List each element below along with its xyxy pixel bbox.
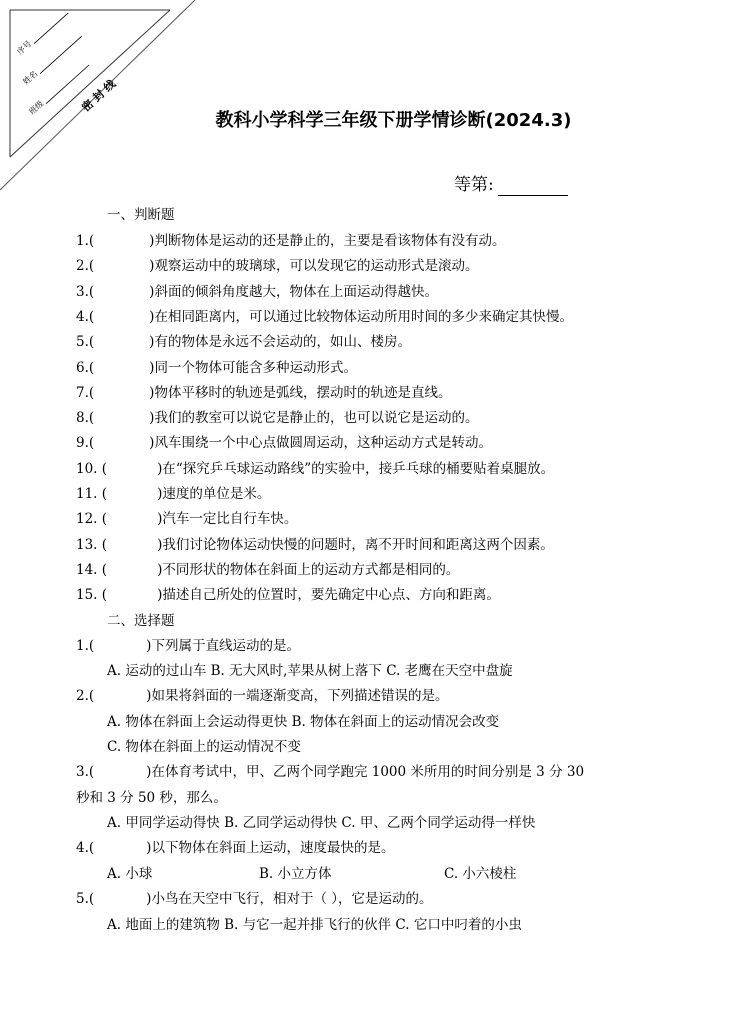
s2-question-5: 5.( )小鸟在天空中飞行，相对于（ ），它是运动的。	[76, 891, 433, 907]
question-text: 以下物体在斜面上运动，速度最快的是。	[151, 840, 395, 856]
question-text: 小鸟在天空中飞行，相对于（ ），它是运动的。	[151, 891, 433, 907]
s2-question-3: 3.( )在体育考试中，甲、乙两个同学跑完 1000 米所用的时间分别是 3 分 30	[76, 764, 585, 780]
question-text: 在体育考试中，甲、乙两个同学跑完 1000 米所用的时间分别是 3 分 30	[151, 764, 585, 780]
section1-heading: 一、判断题	[107, 207, 175, 223]
s2-q2-options-2: C. 物体在斜面上的运动情况不变	[107, 739, 301, 755]
question-text: 我们讨论物体运动快慢的问题时，离不开时间和距离这两个因素。	[162, 536, 554, 553]
question-number: 7.	[76, 384, 89, 401]
question-number: 14.	[76, 561, 98, 578]
corner-label-xuhao: 序号	[15, 39, 34, 57]
judge-item: 13. ( )我们讨论物体运动快慢的问题时，离不开时间和距离这两个因素。	[76, 536, 554, 553]
question-text: 如果将斜面的一端逐渐变高，下列描述错误的是。	[151, 688, 449, 704]
grade-label: 等第:	[454, 175, 494, 195]
judge-item: 6.( )同一个物体可能含多种运动形式。	[76, 359, 357, 376]
page-title: 教科小学科学三年级下册学情诊断(2024.3)	[215, 110, 572, 131]
corner-label-banji: 班级	[27, 99, 46, 117]
s2-question-4: 4.( )以下物体在斜面上运动，速度最快的是。	[76, 840, 395, 856]
question-number: 4.	[76, 840, 89, 856]
corner-label-xingming: 姓名	[21, 69, 40, 87]
s2-q5-options: A. 地面上的建筑物 B. 与它一起并排飞行的伙伴 C. 它口中叼着的小虫	[107, 917, 522, 933]
judge-item: 11. ( )速度的单位是米。	[76, 486, 271, 502]
question-text: 不同形状的物体在斜面上的运动方式都是相同的。	[162, 561, 460, 578]
question-number: 10.	[76, 460, 98, 477]
judge-item: 3.( )斜面的倾斜角度越大，物体在上面运动得越快。	[76, 283, 438, 300]
judge-item: 7.( )物体平移时的轨迹是弧线，摆动时的轨迹是直线。	[76, 384, 452, 401]
judge-item: 10. ( )在“探究乒乓球运动路线”的实验中，接乒乓球的桶要贴着桌腿放。	[76, 460, 555, 477]
question-text: 斜面的倾斜角度越大，物体在上面运动得越快。	[154, 283, 438, 300]
question-number: 15.	[76, 587, 98, 604]
question-number: 5.	[76, 891, 89, 907]
question-text: 描述自己所处的位置时，要先确定中心点、方向和距离。	[162, 587, 500, 604]
judge-item: 5.( )有的物体是永远不会运动的，如山、楼房。	[76, 334, 411, 351]
question-number: 1.	[76, 233, 89, 249]
question-text: 有的物体是永远不会运动的，如山、楼房。	[154, 334, 411, 351]
question-number: 5.	[76, 334, 89, 351]
question-text: 物体平移时的轨迹是弧线，摆动时的轨迹是直线。	[154, 384, 452, 401]
question-text: 观察运动中的玻璃球，可以发现它的运动形式是滚动。	[154, 258, 479, 275]
question-text: 判断物体是运动的还是静止的，主要是看该物体有没有动。	[154, 233, 506, 249]
question-text: 我们的教室可以说它是静止的，也可以说它是运动的。	[154, 410, 479, 427]
question-number: 4.	[76, 308, 89, 325]
question-text: 汽车一定比自行车快。	[162, 511, 298, 528]
grade-blank[interactable]	[498, 175, 568, 196]
grade-field	[454, 170, 568, 196]
judge-item: 2.( )观察运动中的玻璃球，可以发现它的运动形式是滚动。	[76, 258, 479, 275]
s2-q4-option-b: B. 小立方体	[259, 866, 332, 882]
question-text: 风车围绕一个中心点做圆周运动，这种运动方式是转动。	[154, 435, 492, 452]
question-number: 13.	[76, 536, 98, 553]
question-number: 2.	[76, 688, 89, 704]
question-text: 在“探究乒乓球运动路线”的实验中，接乒乓球的桶要贴着桌腿放。	[162, 460, 555, 477]
question-number: 9.	[76, 435, 89, 452]
judge-item: 15. ( )描述自己所处的位置时，要先确定中心点、方向和距离。	[76, 587, 500, 604]
question-number: 12.	[76, 511, 98, 528]
section2-heading: 二、选择题	[107, 613, 175, 629]
s2-q2-options-1: A. 物体在斜面上会运动得更快 B. 物体在斜面上的运动情况会改变	[107, 714, 500, 730]
question-number: 8.	[76, 410, 89, 427]
question-text: 在相同距离内，可以通过比较物体运动所用时间的多少来确定其快慢。	[154, 308, 573, 325]
question-number: 11.	[76, 486, 98, 502]
judge-item: 8.( )我们的教室可以说它是静止的，也可以说它是运动的。	[76, 410, 479, 427]
judge-item: 14. ( )不同形状的物体在斜面上的运动方式都是相同的。	[76, 561, 460, 578]
judge-item: 1.( )判断物体是运动的还是静止的，主要是看该物体有没有动。	[76, 233, 506, 249]
question-number: 6.	[76, 359, 89, 376]
corner-seal-text: 密 封 线	[79, 77, 119, 115]
question-text: 速度的单位是米。	[162, 486, 271, 502]
judge-item: 12. ( )汽车一定比自行车快。	[76, 511, 298, 528]
s2-q1-options: A. 运动的过山车 B. 无大风时,苹果从树上落下 C. 老鹰在天空中盘旋	[107, 663, 513, 679]
s2-question-2: 2.( )如果将斜面的一端逐渐变高，下列描述错误的是。	[76, 688, 449, 704]
s2-q3-text-cont: 秒和 3 分 50 秒，那么。	[76, 790, 227, 806]
question-number: 3.	[76, 283, 89, 300]
s2-q3-options: A. 甲同学运动得快 B. 乙同学运动得快 C. 甲、乙两个同学运动得一样快	[107, 815, 536, 831]
question-text: 下列属于直线运动的是。	[151, 638, 300, 654]
binding-corner	[0, 0, 737, 200]
question-number: 3.	[76, 764, 89, 780]
question-text: 同一个物体可能含多种运动形式。	[154, 359, 357, 376]
question-number: 2.	[76, 258, 89, 275]
s2-question-1: 1.( )下列属于直线运动的是。	[76, 638, 300, 654]
question-number: 1.	[76, 638, 89, 654]
judge-item: 9.( )风车围绕一个中心点做圆周运动，这种运动方式是转动。	[76, 435, 492, 452]
s2-q4-option-c: C. 小六棱柱	[444, 866, 517, 882]
judge-item: 4.( )在相同距离内，可以通过比较物体运动所用时间的多少来确定其快慢。	[76, 308, 573, 325]
s2-q4-option-a: A. 小球	[107, 866, 153, 882]
cut-line-inner	[10, 10, 170, 157]
